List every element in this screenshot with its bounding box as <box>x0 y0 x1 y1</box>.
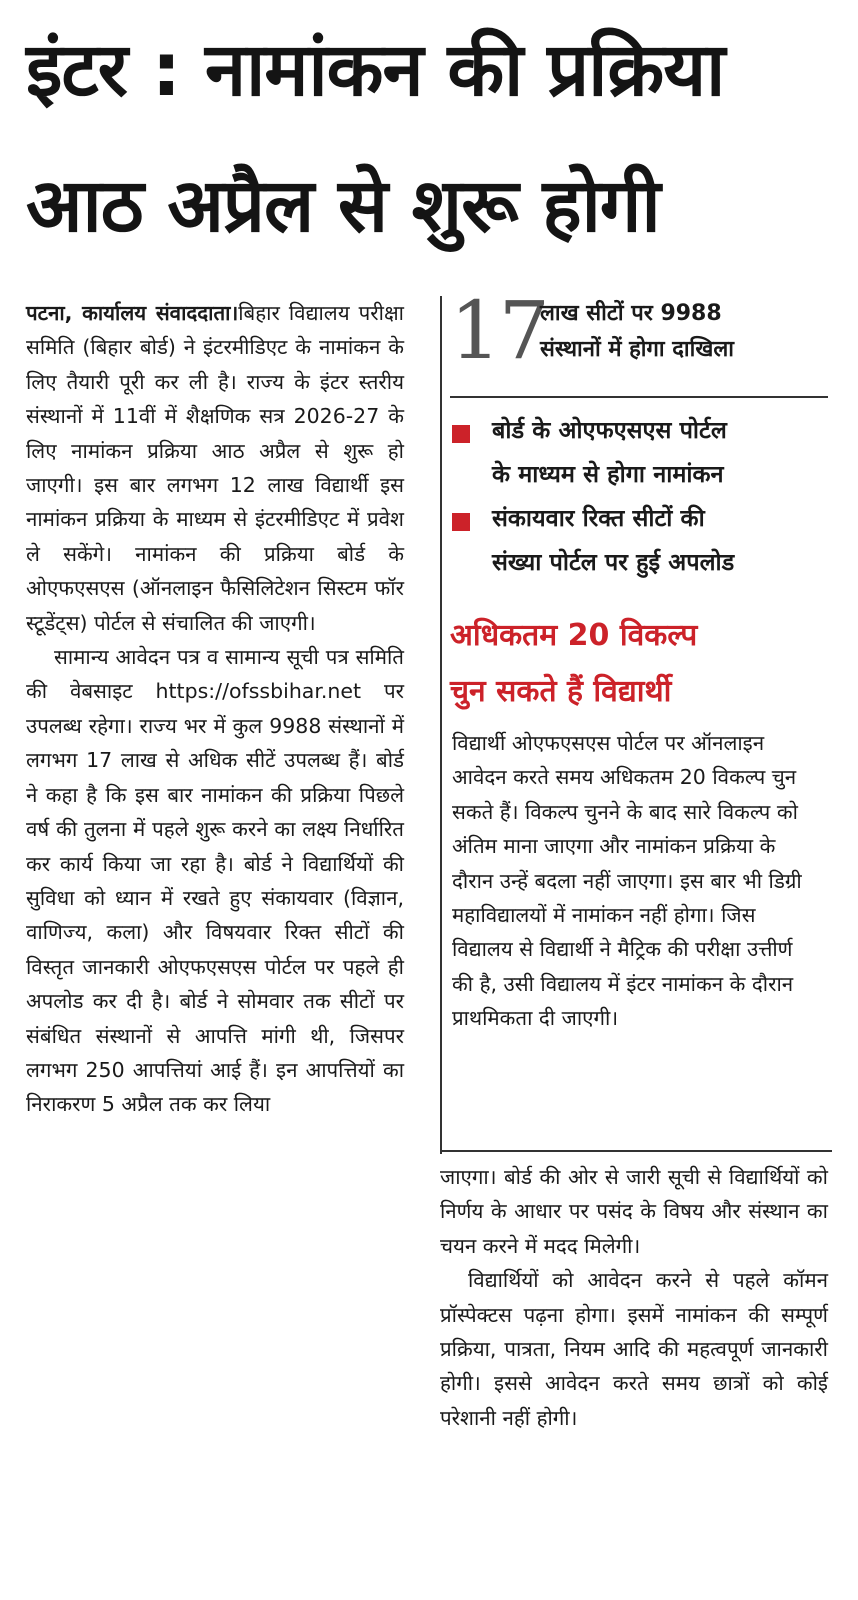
bullet-line-2: के माध्यम से होगा नामांकन <box>492 460 724 488</box>
bullet-line-1: संकायवार रिक्त सीटों की <box>492 504 705 532</box>
red-square-bullet-icon <box>452 513 470 531</box>
subheading-line-1: अधिकतम 20 विकल्प <box>450 618 698 653</box>
bullet-item <box>452 496 832 584</box>
bullet-line-2: संख्या पोर्टल पर हुई अपलोड <box>492 548 735 576</box>
right-paragraph-2: विद्यार्थियों को आवेदन करने से पहले कॉमन प्रॉस्पेक्टस पढ़ना होगा। इसमें नामांकन की सम्पूर्ण प्रक्रिया, पात्रता, नियम आदि की महत्वपूर्ण जानकारी होगी। इससे आवेदन करते समय छात्रों को कोई परेशानी नहीं होगी। <box>440 1268 828 1430</box>
left-paragraph-1 <box>26 296 404 640</box>
right-column <box>440 1160 828 1435</box>
box-bottom-rule <box>440 1150 832 1152</box>
subheading <box>450 608 830 720</box>
subheading-line-2: चुन सकते हैं विद्यार्थी <box>450 674 672 709</box>
dateline: पटना, कार्यालय संवाददाता। <box>26 301 239 325</box>
factbox-rule <box>450 396 828 398</box>
right-paragraph-1: जाएगा। बोर्ड की ओर से जारी सूची से विद्यार्थियों को निर्णय के आधार पर पसंद के विषय और संस्थान का चयन करने में मदद मिलेगी। <box>440 1165 828 1258</box>
left-column <box>26 296 404 1122</box>
bullet-line-1: बोर्ड के ओएफएसएस पोर्टल <box>492 416 727 444</box>
highlight-bullets <box>452 408 832 584</box>
red-square-bullet-icon <box>452 425 470 443</box>
column-divider <box>440 296 442 1154</box>
left-paragraph-1-text: बिहार विद्यालय परीक्षा समिति (बिहार बोर्ड) ने इंटरमीडिएट के नामांकन के लिए तैयारी पूरी कर ली है। राज्य के इंटर स्तरीय संस्थानों में 11वीं में शैक्षणिक सत्र 2026-27 के लिए नामांकन प्रक्रिया आठ अप्रैल से शुरू हो जाएगी। इस बार लगभग 12 लाख विद्यार्थी इस नामांकन प्रक्रिया के माध्यम से इंटरमीडिएट में प्रवेश ले सकेंगे। नामांकन की प्रक्रिया बोर्ड के ओएफएसएस (ऑनलाइन फैसिलिटेशन सिस्टम फॉर स्टूडेंट्स) पोर्टल से संचालित की जाएगी। <box>26 301 404 635</box>
factbox-line-2: संस्थानों में होगा दाखिला <box>540 337 734 362</box>
factbox-text <box>540 296 830 368</box>
factbox-big-number: 17 <box>450 284 548 377</box>
left-paragraph-2: सामान्य आवेदन पत्र व सामान्य सूची पत्र समिति की वेबसाइट https://ofssbihar.net पर उपलब्ध रहेगा। राज्य भर में कुल 9988 संस्थानों में लगभग 17 लाख से अधिक सीटें उपलब्ध हैं। बोर्ड ने कहा है कि इस बार नामांकन की प्रक्रिया पिछले वर्ष की तुलना में पहले शुरू करने का लक्ष्य निर्धारित कर कार्य किया जा रहा है। बोर्ड ने विद्यार्थियों की सुविधा को ध्यान में रखते हुए संकायवार (विज्ञान, वाणिज्य, कला) और विषयवार रिक्त सीटों की विस्तृत जानकारी ओएफएसएस पोर्टल पर पहले ही अपलोड कर दी है। बोर्ड ने सोमवार तक सीटों पर संबंधित संस्थानों से आपत्ति मांगी थी, जिसपर लगभग 250 आपत्तियां आई हैं। इन आपत्तियों का निराकरण 5 अप्रैल तक कर लिया <box>26 645 404 1117</box>
bullet-item <box>452 408 832 496</box>
factbox-line-1: लाख सीटों पर 9988 <box>540 301 722 326</box>
headline-line-2: आठ अप्रैल से शुरू होगी <box>26 163 660 249</box>
options-box-text: विद्यार्थी ओएफएसएस पोर्टल पर ऑनलाइन आवेदन करते समय अधिकतम 20 विकल्प चुन सकते हैं। विकल्प चुनने के बाद सारे विकल्प को अंतिम माना जाएगा और नामांकन प्रक्रिया के दौरान उन्हें बदला नहीं जाएगा। इस बार भी डिग्री महाविद्यालयों में नामांकन नहीं होगा। जिस विद्यालय से विद्यार्थी ने मैट्रिक की परीक्षा उत्तीर्ण की है, उसी विद्यालय में इंटर नामांकन के दौरान प्राथमिकता दी जाएगी। <box>452 731 802 1031</box>
headline-line-1: इंटर : नामांकन की प्रक्रिया <box>26 27 725 113</box>
